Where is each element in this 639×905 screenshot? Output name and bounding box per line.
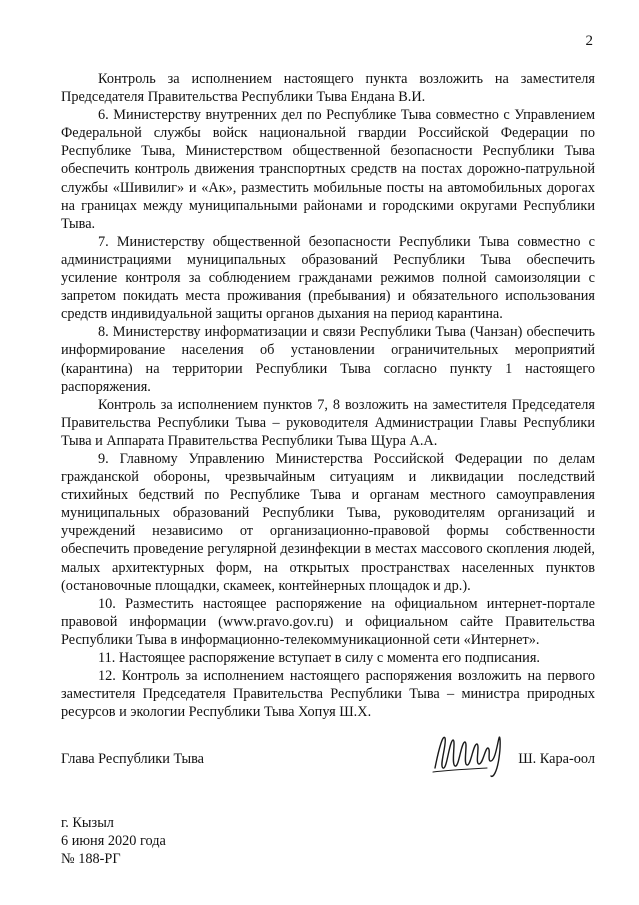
paragraph-11: 11. Настоящее распоряжение вступает в силу с момента его подписания. <box>98 650 540 666</box>
paragraph-12: 12. Контроль за исполнением настоящего распоряжения возложить на первого заместителя Председателя Правительства Республики Тыва – министра природных ресурсов и экологии Республики Тыва Хопуя Ш.Х. <box>61 668 595 721</box>
signatory-name: Ш. Кара-оол <box>518 751 595 767</box>
document-footer <box>61 814 166 868</box>
paragraph-9: 9. Главному Управлению Министерства Российской Федерации по делам гражданской обороны, чрезвычайным ситуациям и ликвидации последствий стихийных бедствий по Республике Тыва и органам местного самоуправления муниципальных образований Республики Тыва, руководителям организаций и учреждений независимо от организационно-правовой формы собственности обеспечить проведение регулярной дезинфекции в местах массового скопления людей, малых архитектурных форм, на открытых пространствах населенных пунктов (остановочные площадки, скамеек, контейнерных площадок и др.). <box>61 450 595 594</box>
paragraph-control-7-8: Контроль за исполнением пунктов 7, 8 возложить на заместителя Председателя Правительства Республики Тыва – руководителя Администрации Главы Республики Тыва и Аппарата Правительства Республики Тыва Щура А.А. <box>61 396 595 449</box>
paragraph-7: 7. Министерству общественной безопасности Республики Тыва совместно с администрациями муниципальных образований Республики Тыва обеспечить усиление контроля за соблюдением гражданами режимов полной самоизоляции с запретом покидать места проживания (пребывания) и обязательного использования средств индивидуальной защиты органов дыхания на период карантина. <box>61 233 595 323</box>
document-body <box>61 70 595 721</box>
paragraph-6: 6. Министерству внутренних дел по Республике Тыва совместно с Управлением Федеральной службы войск национальной гвардии Российской Федерации по Республике Тыва, Министерством общественной безопасности Республики Тыва обеспечить контроль движения транспортных средств на постах дорожно-патрульной службы «Шивилиг» и «Ак», разместить мобильные посты на автомобильных дорогах на границах между муниципальными районами и городскими округами Республики Тыва. <box>61 107 595 232</box>
paragraph-control-5: Контроль за исполнением настоящего пункта возложить на заместителя Председателя Правительства Республики Тыва Ендана В.И. <box>61 71 595 106</box>
issue-city: г. Кызыл <box>61 815 114 831</box>
page-number: 2 <box>585 33 593 49</box>
paragraph-10: 10. Разместить настоящее распоряжение на официальном интернет-портале правовой информации (www.pravo.gov.ru) и официальном сайте Правительства Республики Тыва в информационно-телекоммуникационной сети «Интернет». <box>61 595 595 648</box>
issue-date: 6 июня 2020 года <box>61 833 166 849</box>
signature-block <box>61 728 595 788</box>
paragraph-8: 8. Министерству информатизации и связи Республики Тыва (Чанзан) обеспечить информирование населения об установлении ограничительных мероприятий (карантина) на территории Республики Тыва согласно пункту 1 настоящего распоряжения. <box>61 324 595 395</box>
document-number: № 188-РГ <box>61 851 121 867</box>
signatory-title: Глава Республики Тыва <box>61 751 204 767</box>
handwritten-signature <box>429 728 509 780</box>
